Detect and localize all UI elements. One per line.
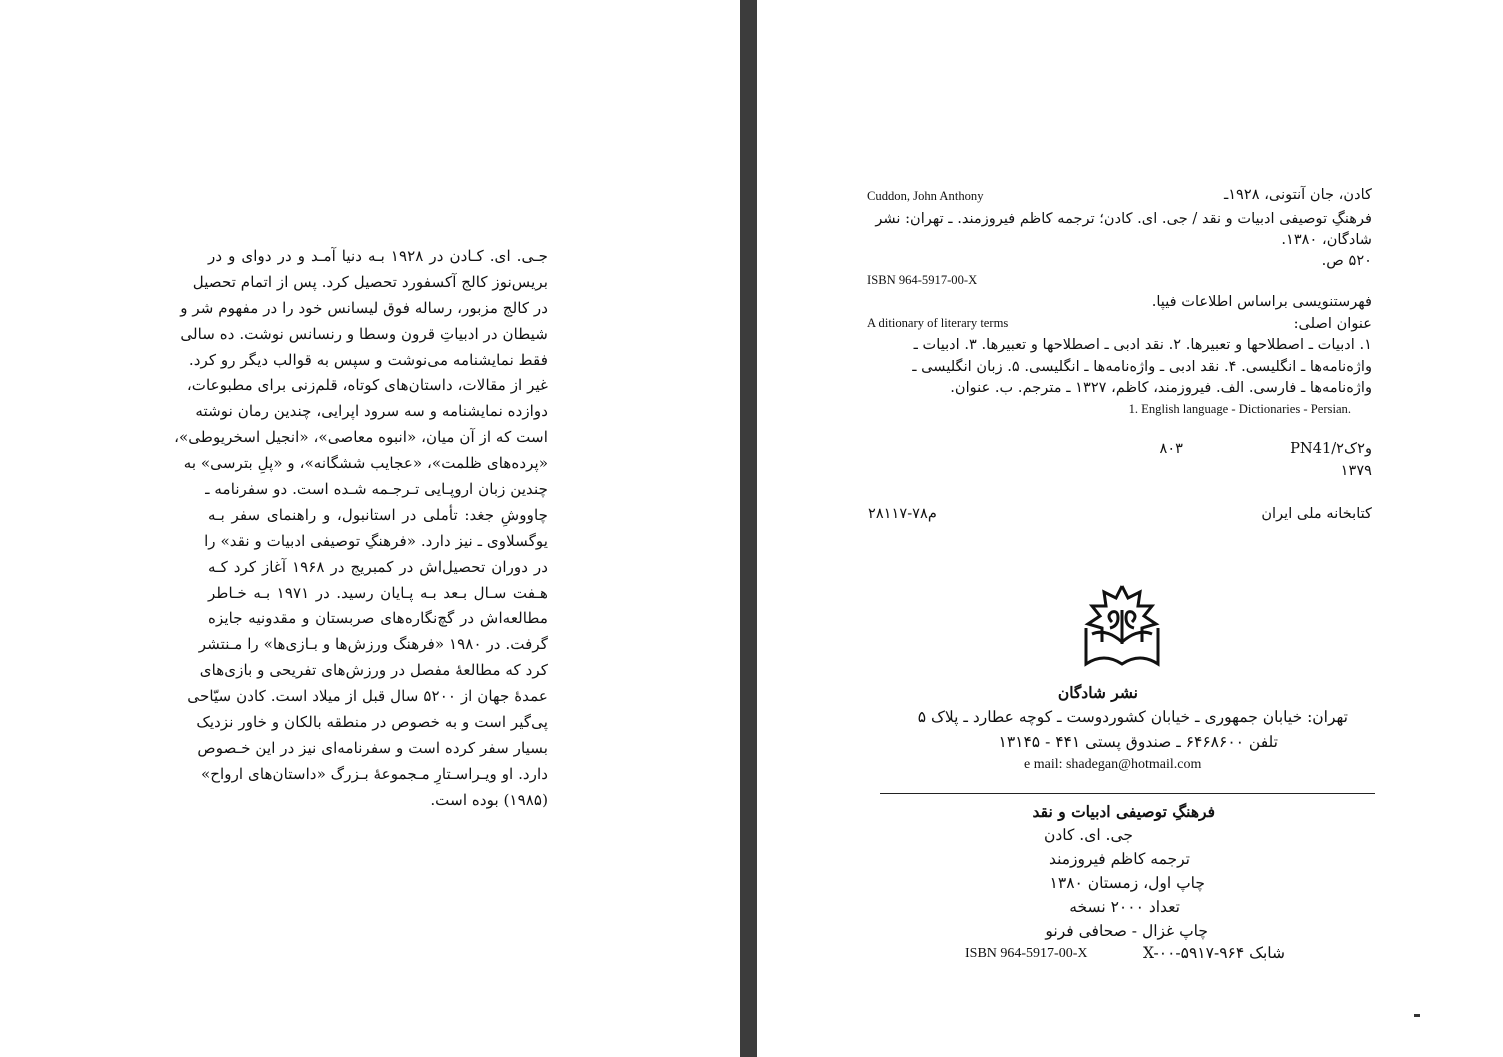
bio-line: هـفت سـال بـعد بـه پـایان رسید. در ۱۹۷۱ بـه خـاطر [208, 583, 548, 602]
catalog-lc-class: PN41/۲و۲ک [1290, 440, 1372, 457]
catalog-original-title: A ditionary of literary terms [867, 316, 1009, 330]
colophon-copies: تعداد ۲۰۰۰ نسخه [1069, 898, 1180, 916]
colophon-divider [880, 793, 1375, 794]
scan-speck [1414, 1014, 1420, 1017]
colophon-printer: چاپ غزال - صحافی فرنو [1045, 922, 1208, 940]
bio-line: «پرده‌های ظلمت»، «عجایب ششگانه»، و «پلِ بترسی» به [183, 454, 548, 473]
catalog-subjects-line: ۱. ادبیات ـ اصطلاحها و تعبیرها. ۲. نقد ادبی ـ اصطلاحها و تعبیرها. ۳. ادبیات ـ [913, 336, 1372, 353]
catalog-isbn: ISBN 964-5917-00-X [867, 273, 978, 287]
bio-line: در دوران تحصیل‌اش در کمبریج در ۱۹۶۸ آغاز کرد کـه [208, 557, 548, 576]
bio-line: شیطان در ادبیاتِ قرون وسطا و رنسانس نوشت. ده سالی [180, 324, 548, 343]
national-library: کتابخانه ملی ایران [1261, 505, 1372, 522]
bio-line: چاووشِ جغد: تأملی در استانبول، و راهنمای سفر بـه [208, 505, 548, 524]
bio-line: است که از آن میان، «انبوه معاصی»، «انجیل اسخریوطی»، [174, 428, 548, 447]
bio-line: دوازده نمایشنامه و سه سرود اپرایی، چندین رمان نوشته [195, 402, 548, 421]
bio-line: کرد که مطالعهٔ مفصل در ورزش‌های تفریحی و بازی‌های [199, 661, 548, 680]
bio-line: (۱۹۸۵) بوده است. [430, 790, 548, 809]
bio-line: چندین زبان اروپـایی تـرجـمه شـده است. دو سفرنامه ـ [205, 480, 548, 499]
colophon-isbn-en: ISBN 964-5917-00-X [965, 946, 1088, 961]
bio-line: بریس‌نوز کالج آکسفورد تحصیل کرد. پس از اتمام تحصیل [192, 272, 548, 291]
bio-line: فقط نمایشنامه می‌نوشت و سپس به قوالب دیگر رو کرد. [188, 350, 548, 369]
catalog-fipa-note: فهرستنویسی براساس اطلاعات فیپا. [1151, 293, 1372, 310]
catalog-subject-en: 1. English language - Dictionaries - Persian. [1128, 402, 1351, 416]
colophon-translator: ترجمه کاظم فیروزمند [1048, 850, 1190, 868]
book-spine-gutter [740, 0, 757, 1057]
bio-line: عمدهٔ جهان از ۵۲۰۰ سال قبل از میلاد است. کادن سیّاحی [187, 687, 548, 706]
author-biography [174, 244, 548, 814]
catalog-year: ۱۳۷۹ [1340, 462, 1372, 479]
publisher-email: e mail: shadegan@hotmail.com [1024, 757, 1202, 772]
catalog-original-title-label: عنوان اصلی: [1293, 315, 1372, 332]
catalog-title-line: فرهنگِ توصیفی ادبیات و نقد / جی. ای. کادن؛ ترجمه کاظم فیروزمند. ـ تهران: نشر [875, 210, 1372, 227]
national-library-number: م۷۸-۲۸۱۱۷ [868, 505, 937, 522]
catalog-author-fa: کادن، جان آنتونی، ۱۹۲۸ـ [1223, 186, 1372, 203]
publisher-phone: تلفن ۶۴۶۸۶۰۰ ـ صندوق پستی ۴۴۱ - ۱۳۱۴۵ [998, 733, 1278, 751]
catalog-author-en: Cuddon, John Anthony [867, 189, 984, 203]
bio-line: مطالعه‌اش در گچ‌نگاره‌های صربستان و مقدونیه جایزه [208, 609, 548, 628]
colophon-edition: چاپ اول، زمستان ۱۳۸۰ [1049, 874, 1205, 892]
catalog-subjects-line: واژه‌نامه‌ها ـ انگلیسی. ۴. نقد ادبی ـ واژه‌نامه‌ها ـ انگلیسی. ۵. زبان انگلیسی ـ [912, 358, 1372, 375]
catalog-subjects-line: واژه‌نامه‌ها ـ فارسی. الف. فیروزمند، کاظم، ۱۳۲۷ ـ مترجم. ب. عنوان. [950, 379, 1372, 396]
catalog-ddc-class: ۸۰۳ [1159, 440, 1183, 457]
bio-line: در کالج مزبور، رساله فوق لیسانس خود را در مفهوم شر و [180, 298, 548, 317]
publisher-address: تهران: خیابان جمهوری ـ خیابان کشوردوست ـ کوچه عطارد ـ پلاک ۵ [917, 708, 1348, 726]
bio-line: بسیار سفر کرده است و سفرنامه‌ای نیز در این خـصوص [197, 738, 548, 757]
catalog-title-line: شادگان، ۱۳۸۰. [1281, 231, 1372, 248]
colophon-author: جی. ای. کادن [1043, 826, 1133, 844]
bio-line: پی‌گیر است و به خصوص در منطقه بالکان و خاور نزدیک [196, 713, 548, 732]
left-page [0, 0, 740, 1057]
bio-line: غیر از مقالات، داستان‌های کوتاه، قلم‌زنی برای مطبوعات، [186, 376, 548, 395]
bio-line: جـی. ای. کـادن در ۱۹۲۸ بـه دنیا آمـد و در دوای و در [208, 247, 548, 265]
publisher-name: نشر شادگان [1057, 683, 1138, 702]
bio-line: دارد. او ویـراسـتارِ مـجموعهٔ بـزرگ «داستان‌های ارواح» [200, 764, 548, 783]
catalog-pages: ۵۲۰ ص. [1321, 252, 1372, 269]
publisher-logo-icon [1082, 582, 1162, 668]
bio-line: یوگسلاوی ـ نیز دارد. «فرهنگِ توصیفی ادبیات و نقد» را [204, 531, 548, 550]
colophon-title: فرهنگِ توصیفی ادبیات و نقد [1032, 802, 1215, 821]
bio-line: گرفت. در ۱۹۸۰ «فرهنگ ورزش‌ها و بـازی‌ها» را مـنتشر [198, 635, 548, 654]
colophon-isbn-fa: شابک X-۰۰-۵۹۱۷-۹۶۴ [1143, 944, 1285, 962]
